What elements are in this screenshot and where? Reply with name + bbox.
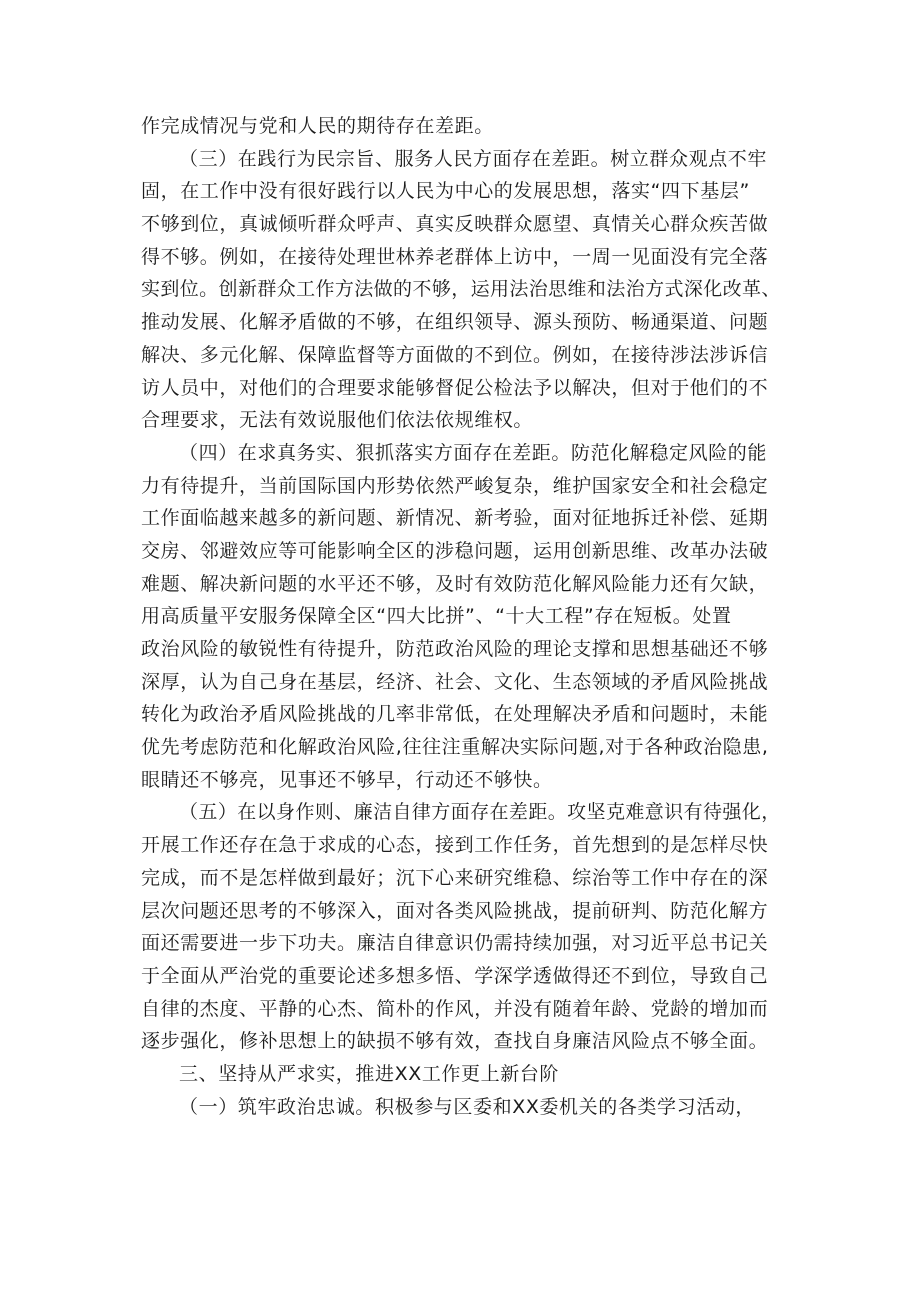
- text-line: 固，在工作中没有很好践行以人民为中心的发展思想，落实“四下基层”: [141, 180, 750, 203]
- text-line: 开展工作还存在急于求成的心态，接到工作任务，首先想到的是怎样尽快: [141, 834, 769, 857]
- paragraph-p3-section-5: [141, 796, 781, 1058]
- text-line: 逐步强化，修补思想上的缺损不够有效，查找自身廉洁风险点不够全面。: [141, 1030, 769, 1053]
- text-line: 自律的杰度、平静的心杰、简朴的作风，并没有随着年龄、党龄的增加而: [141, 997, 769, 1020]
- text-line: 访人员中，对他们的合理要求能够督促公检法予以解决，但对于他们的不: [141, 376, 769, 399]
- text-line: 推动发展、化解矛盾做的不够，在组织领导、源头预防、畅通渠道、问题: [141, 311, 769, 334]
- text-line: 得不够。例如，在接待处理世林养老群体上访中，一周一见面没有完全落: [141, 245, 769, 268]
- text-line: 不够到位，真诚倾听群众呼声、真实反映群众愿望、真情关心群众疾苦做: [141, 213, 769, 236]
- text-line: 转化为政治矛盾风险挑战的几率非常低，在处理解决矛盾和问题时，未能: [141, 703, 769, 726]
- text-line: 深厚，认为自己身在基层，经济、社会、文化、生态领域的矛盾风险挑战: [141, 670, 769, 693]
- text-line: （一）筑牢政治忠诚。积极参与区委和XX委机关的各类学习活动，: [179, 1095, 756, 1118]
- text-line: 眼睛还不够亮，见事还不够早，行动还不够快。: [141, 768, 553, 791]
- paragraph-p2-section-4: [141, 437, 781, 797]
- paragraph-p1-section-3: [141, 143, 781, 437]
- text-line: 用高质量平安服务保障全区“四大比拼”、“十大工程”存在短板。处置: [141, 605, 732, 628]
- text-line: 工作面临越来越多的新问题、新情况、新考验，面对征地拆迁补偿、延期: [141, 507, 769, 530]
- text-line: 完成，而不是怎样做到最好；沉下心来研究维稳、综治等工作中存在的深: [141, 866, 769, 889]
- text-line: 解决、多元化解、保障监督等方面做的不到位。例如，在接待涉法涉诉信: [141, 343, 769, 366]
- text-line: 三、坚持从严求实，推进XX工作更上新台阶: [179, 1062, 560, 1085]
- text-line: 交房、邻避效应等可能影响全区的涉稳问题，运用创新思维、改革办法破: [141, 539, 769, 562]
- document-body: [141, 110, 781, 1123]
- text-line: 于全面从严治党的重要论述多想多悟、学深学透做得还不到位，导致自己: [141, 964, 769, 987]
- text-line: 实到位。创新群众工作方法做的不够，运用法治思维和法治方式深化改革、: [141, 278, 781, 301]
- text-line: 层次问题还思考的不够深入，面对各类风险挑战，提前研判、防范化解方: [141, 899, 769, 922]
- text-line: （四）在求真务实、狠抓落实方面存在差距。防范化解稳定风险的能: [179, 441, 768, 464]
- text-line: 优先考虑防范和化解政治风险,往往注重解决实际问题,对于各种政治隐患,: [141, 736, 769, 759]
- paragraph-p4-heading-3: [141, 1058, 781, 1091]
- paragraph-p0-continuation: [141, 110, 781, 143]
- paragraph-p5-subsection-1: [141, 1091, 781, 1124]
- text-line: 力有待提升，当前国际国内形势依然严峻复杂，维护国家安全和社会稳定: [141, 474, 769, 497]
- text-line: 合理要求，无法有效说服他们依法依规维权。: [141, 409, 534, 432]
- text-line: （五）在以身作则、廉洁自律方面存在差距。攻坚克难意识有待强化，: [179, 801, 781, 824]
- text-line: 难题、解决新问题的水平还不够，及时有效防范化解风险能力还有欠缺，: [141, 572, 769, 595]
- text-line: 面还需要进一步下功夫。廉洁自律意识仍需持续加强，对习近平总书记关: [141, 932, 769, 955]
- text-line: 作完成情况与党和人民的期待存在差距。: [141, 115, 494, 137]
- text-line: （三）在践行为民宗旨、服务人民方面存在差距。树立群众观点不牢: [179, 147, 768, 170]
- text-line: 政治风险的敏锐性有待提升，防范政治风险的理论支撑和思想基础还不够: [141, 638, 769, 660]
